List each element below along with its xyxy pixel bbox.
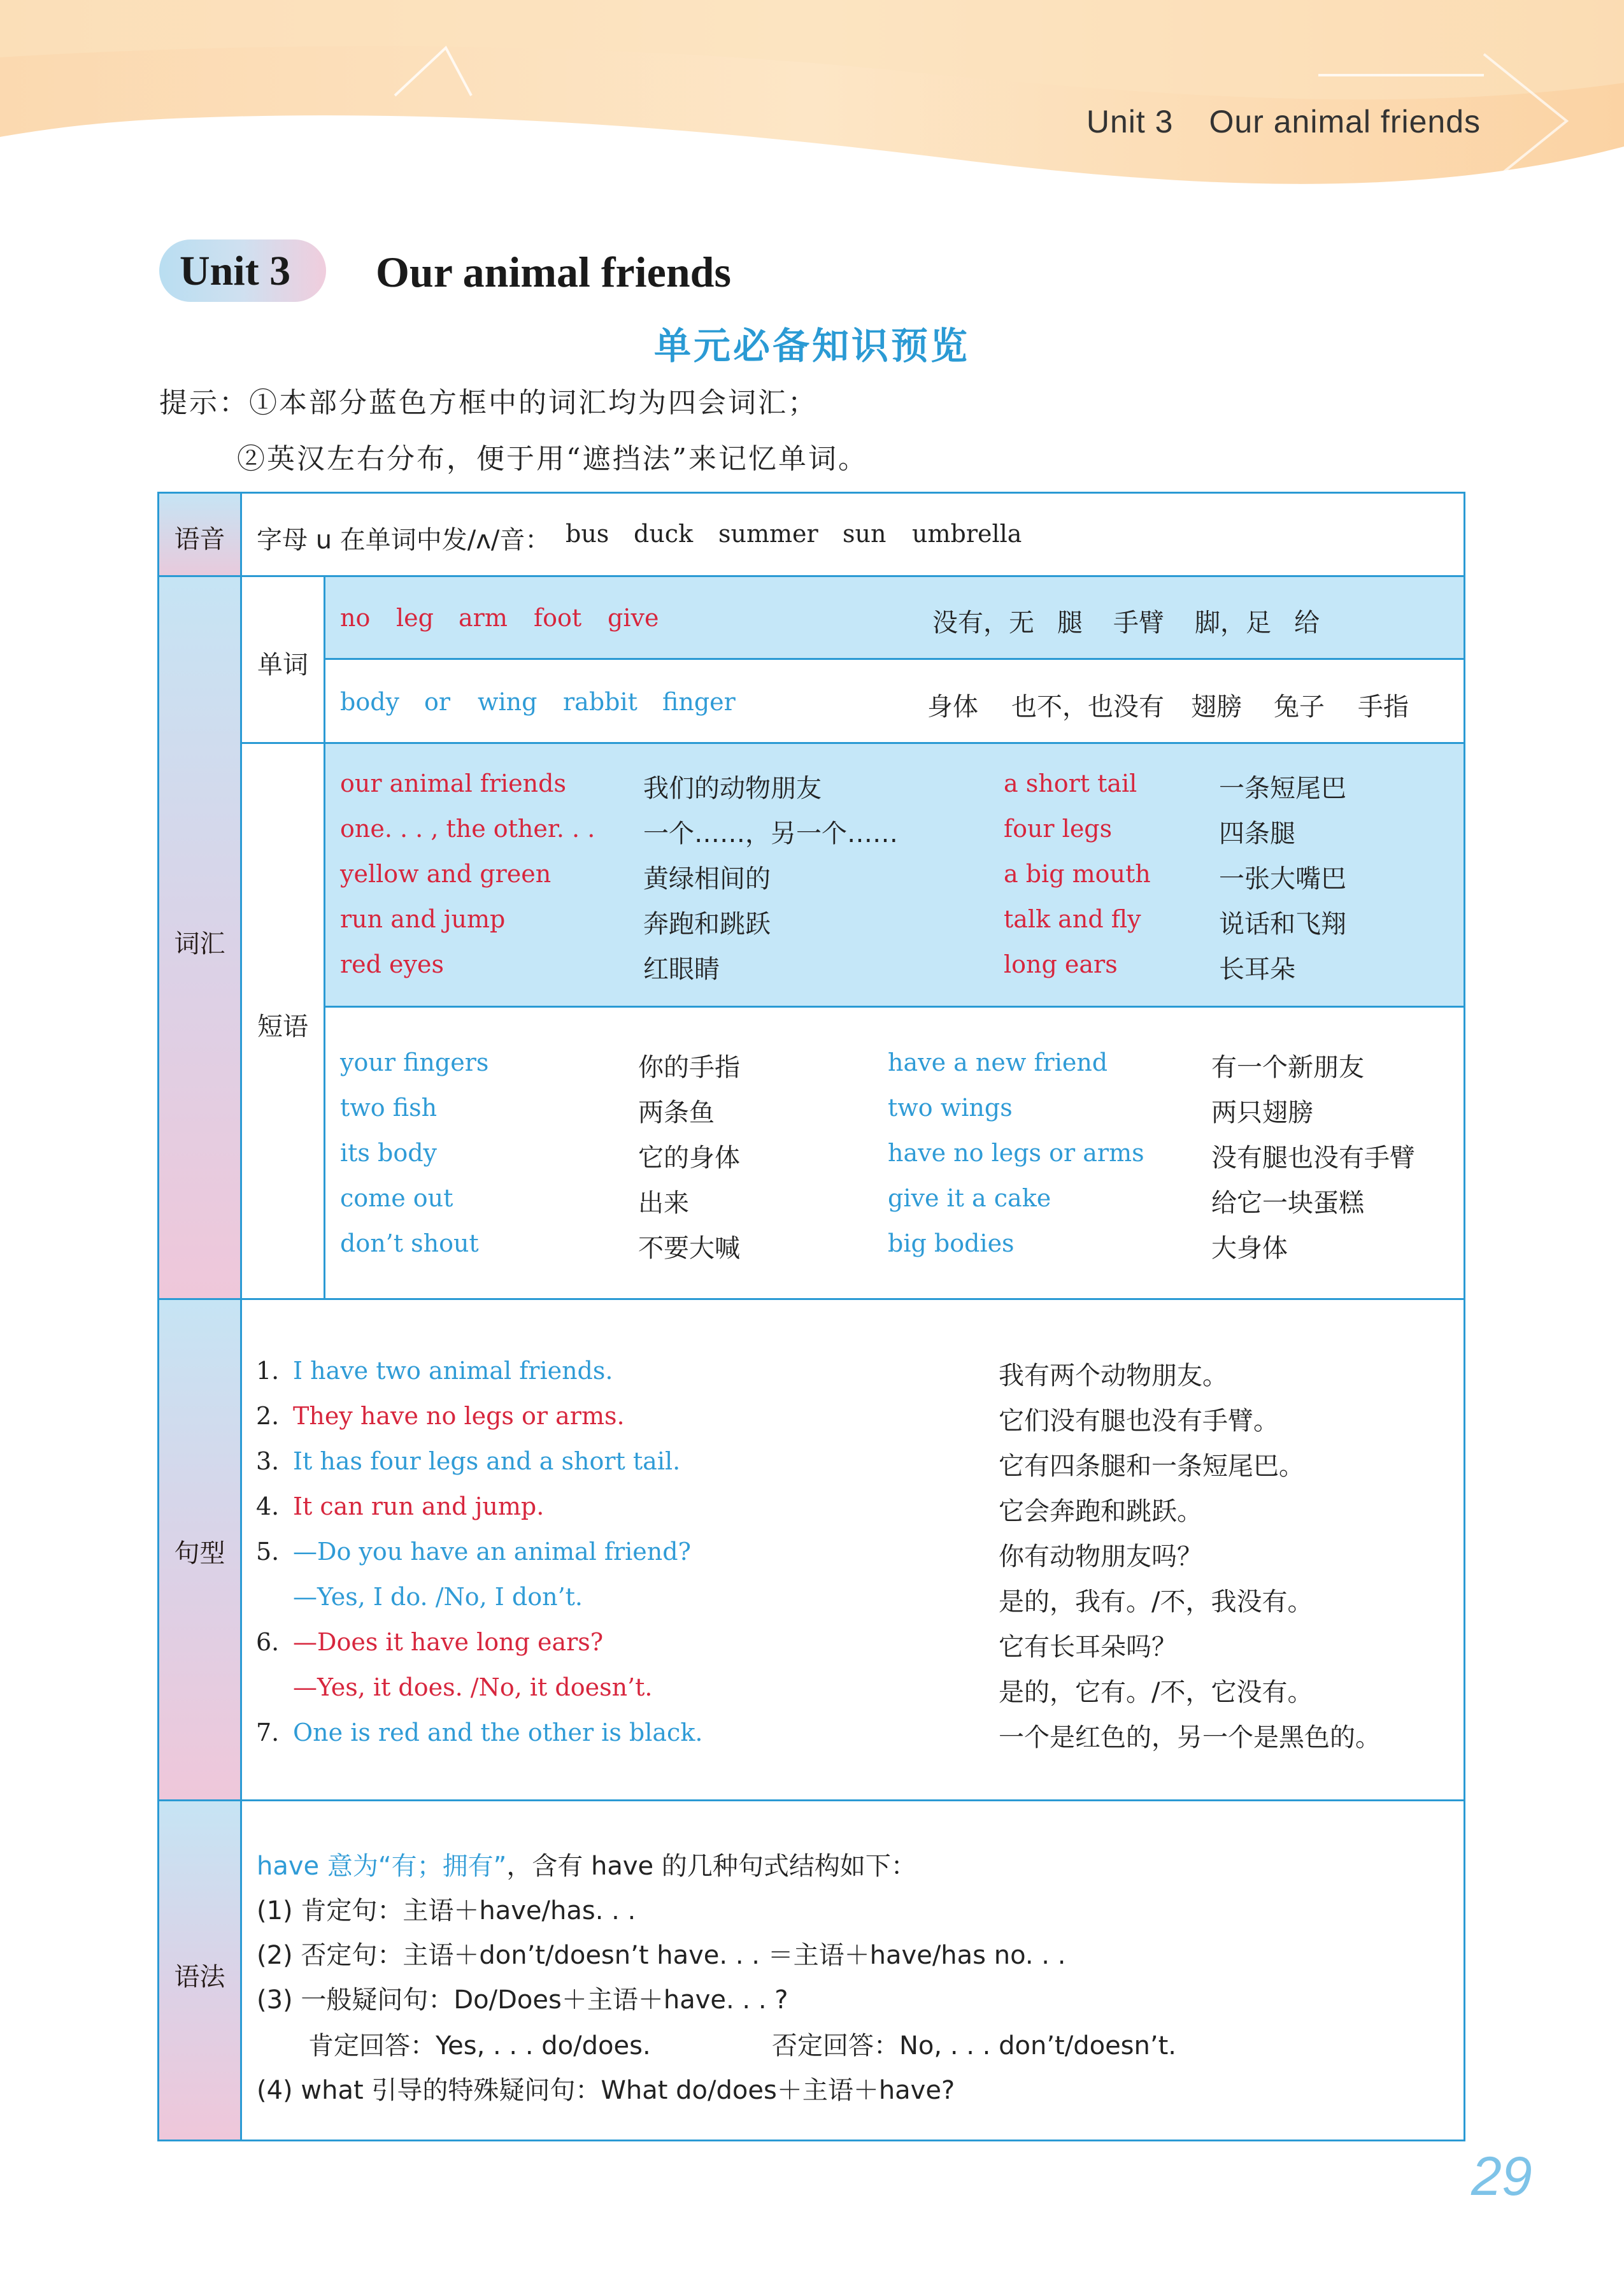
- sentence-number: 7.: [256, 1718, 280, 1747]
- sentence-number: 4.: [256, 1492, 280, 1520]
- phrase-en: its body: [340, 1139, 437, 1167]
- phrase-zh: 两只翅膀: [1211, 1098, 1313, 1127]
- sentence-en: —Does it have long ears?: [293, 1628, 604, 1656]
- phrase-zh: 四条腿: [1219, 819, 1295, 848]
- sentence-en: They have no legs or arms.: [293, 1402, 625, 1430]
- label-sentences: 句型: [174, 1539, 225, 1568]
- phonics-word: sun: [843, 520, 887, 548]
- sentence-zh: 它会奔跑和跳跃。: [999, 1497, 1202, 1526]
- phrase-en: talk and fly: [1004, 905, 1141, 933]
- unit-title: Our animal friends: [376, 248, 731, 296]
- word-en: finger: [662, 688, 736, 716]
- divider-sublabel-col: [324, 577, 325, 1298]
- phrase-en: your fingers: [340, 1048, 489, 1076]
- label-grammar-cell: [159, 1801, 240, 2140]
- sentence-number: 6.: [256, 1628, 280, 1656]
- word-en: or: [424, 688, 451, 716]
- phrase-en: come out: [340, 1184, 453, 1212]
- divider-sentences-grammar: [159, 1799, 1464, 1801]
- sentence-zh: 它有长耳朵吗？: [999, 1632, 1177, 1662]
- phonics-word: umbrella: [912, 520, 1022, 548]
- word-en: rabbit: [563, 688, 637, 716]
- word-zh: 手指: [1358, 692, 1409, 722]
- sentence-number: 3.: [256, 1447, 280, 1475]
- phrase-en: have a new friend: [888, 1048, 1108, 1076]
- word-zh: 也不，也没有: [1011, 692, 1164, 722]
- phrase-en: big bodies: [888, 1229, 1015, 1257]
- grammar-line: (1) 肯定句：主语＋have/has. . .: [257, 1896, 636, 1925]
- phonics-prefix: 字母 u 在单词中发/ʌ/音：: [257, 525, 551, 555]
- phonics-word: bus: [566, 520, 609, 548]
- phrase-zh: 一条短尾巴: [1219, 774, 1346, 803]
- label-phrases: 短语: [257, 1012, 308, 1041]
- phrase-zh: 你的手指: [638, 1053, 740, 1082]
- grammar-intro-rest: ，含有 have 的几种句式结构如下：: [506, 1852, 916, 1881]
- sentence-number: 1.: [256, 1357, 280, 1385]
- label-phonics: 语音: [174, 525, 225, 554]
- word-zh: 手臂: [1113, 608, 1164, 638]
- phrase-zh: 有一个新朋友: [1211, 1053, 1364, 1082]
- sentence-number: 2.: [256, 1402, 280, 1430]
- phrase-en: long ears: [1004, 950, 1118, 978]
- section-subtitle: [0, 316, 1624, 369]
- phrase-en: one. . . , the other. . .: [340, 815, 595, 843]
- word-zh: 身体: [927, 692, 978, 722]
- word-zh: 腿: [1057, 608, 1083, 638]
- divider-phrases-key: [325, 1006, 1464, 1008]
- phrase-zh: 大身体: [1211, 1234, 1288, 1263]
- phrase-en: have no legs or arms: [888, 1139, 1144, 1167]
- divider-words-phrases: [242, 742, 1464, 744]
- tip-line-1: 提示：①本部分蓝色方框中的词汇均为四会词汇；: [159, 387, 818, 419]
- page-number: 29: [1471, 2146, 1532, 2207]
- unit-badge: [159, 239, 326, 302]
- phrase-zh: 两条鱼: [638, 1098, 715, 1127]
- phrase-zh: 黄绿相间的: [643, 864, 771, 894]
- label-vocabulary-cell: [159, 577, 240, 1298]
- phrase-en: a short tail: [1004, 769, 1137, 797]
- phrase-en: run and jump: [340, 905, 506, 933]
- unit-badge-label: Unit 3: [180, 248, 291, 294]
- sentence-en: —Yes, it does. /No, it doesn’t.: [293, 1673, 653, 1701]
- phrase-zh: 红眼睛: [643, 955, 720, 984]
- word-en: arm: [459, 604, 508, 632]
- sentence-en: I have two animal friends.: [293, 1357, 613, 1385]
- label-sentences-cell: [159, 1300, 240, 1799]
- label-words: 单词: [257, 650, 308, 680]
- phrase-en: four legs: [1004, 815, 1113, 843]
- phrase-zh: 说话和飞翔: [1219, 910, 1346, 939]
- phrase-zh: 一个……，另一个……: [643, 819, 898, 848]
- word-en: no: [340, 604, 371, 632]
- grammar-line: (4) what 引导的特殊疑问句：What do/does＋主语＋have?: [257, 2076, 955, 2105]
- tip-line-2: ②英汉左右分布，便于用“遮挡法”来记忆单词。: [237, 443, 868, 475]
- phrase-zh: 我们的动物朋友: [643, 774, 822, 803]
- phrase-en: don’t shout: [340, 1229, 479, 1257]
- phrase-zh: 一张大嘴巴: [1219, 864, 1346, 894]
- word-zh: 没有，无: [932, 608, 1034, 638]
- sentence-zh: 它们没有腿也没有手臂。: [999, 1406, 1279, 1436]
- word-zh: 给: [1294, 608, 1320, 638]
- sentence-number: 5.: [256, 1538, 280, 1566]
- phrase-en: a big mouth: [1004, 860, 1151, 888]
- word-en: body: [340, 688, 399, 716]
- sentence-en: One is red and the other is black.: [293, 1718, 703, 1747]
- phrase-en: two fish: [340, 1094, 438, 1122]
- phrase-zh: 奔跑和跳跃: [643, 910, 771, 939]
- phrase-zh: 长耳朵: [1219, 955, 1295, 984]
- grammar-line: 否定回答：No, . . . don’t/doesn’t.: [772, 2031, 1176, 2061]
- word-zh: 兔子: [1274, 692, 1325, 722]
- section-subtitle-text: 单元必备知识预览: [653, 324, 970, 368]
- sentence-en: —Yes, I do. /No, I don’t.: [293, 1583, 583, 1611]
- phrase-zh: 出来: [638, 1189, 689, 1218]
- word-en: wing: [478, 688, 538, 716]
- sentence-en: It can run and jump.: [293, 1492, 545, 1520]
- phrase-en: red eyes: [340, 950, 445, 978]
- word-en: give: [608, 604, 659, 632]
- sentence-zh: 你有动物朋友吗？: [999, 1542, 1202, 1571]
- phrase-zh: 它的身体: [638, 1143, 740, 1173]
- grammar-line: (3) 一般疑问句：Do/Does＋主语＋have. . . ?: [257, 1985, 788, 2015]
- word-en: leg: [396, 604, 434, 632]
- sentence-en: It has four legs and a short tail.: [293, 1447, 681, 1475]
- grammar-line: (2) 否定句：主语＋don’t/doesn’t have. . . ＝主语＋have/has no. . .: [257, 1941, 1066, 1970]
- phonics-word: summer: [718, 520, 818, 548]
- divider-words-rows: [325, 658, 1464, 660]
- header-wave-decoration: [0, 0, 1624, 204]
- phrase-en: yellow and green: [340, 860, 552, 888]
- word-en: foot: [534, 604, 582, 632]
- running-head: [1086, 103, 1481, 140]
- running-head-unit: Unit 3: [1086, 104, 1174, 139]
- grammar-intro-highlight: have 意为“有；拥有”: [257, 1852, 507, 1881]
- divider-label-col: [240, 494, 242, 2140]
- running-head-title: Our animal friends: [1209, 104, 1481, 139]
- sentence-zh: 它有四条腿和一条短尾巴。: [999, 1452, 1304, 1481]
- divider-vocab-sentences: [159, 1298, 1464, 1300]
- phrase-zh: 给它一块蛋糕: [1211, 1189, 1364, 1218]
- word-zh: 翅膀: [1191, 692, 1242, 722]
- sentence-zh: 一个是红色的，另一个是黑色的。: [999, 1723, 1381, 1752]
- label-grammar: 语法: [174, 1962, 225, 1992]
- phrase-en: give it a cake: [888, 1184, 1051, 1212]
- sentence-zh: 是的，我有。/不，我没有。: [999, 1587, 1313, 1617]
- phrase-zh: 不要大喊: [638, 1234, 740, 1263]
- label-phonics-cell: [159, 494, 240, 575]
- phrase-en: two wings: [888, 1094, 1013, 1122]
- sentence-en: —Do you have an animal friend?: [293, 1538, 691, 1566]
- phonics-word: duck: [634, 520, 694, 548]
- sentence-zh: 是的，它有。/不，它没有。: [999, 1678, 1313, 1707]
- word-zh: 脚，足: [1195, 608, 1271, 638]
- divider-phonics: [159, 575, 1464, 577]
- phrase-zh: 没有腿也没有手臂: [1211, 1143, 1415, 1173]
- grammar-line: 肯定回答：Yes, . . . do/does.: [308, 2031, 651, 2061]
- label-vocabulary: 词汇: [174, 929, 225, 959]
- grammar-intro: [257, 1846, 916, 1882]
- phrase-en: our animal friends: [340, 769, 566, 797]
- sentence-zh: 我有两个动物朋友。: [999, 1361, 1228, 1390]
